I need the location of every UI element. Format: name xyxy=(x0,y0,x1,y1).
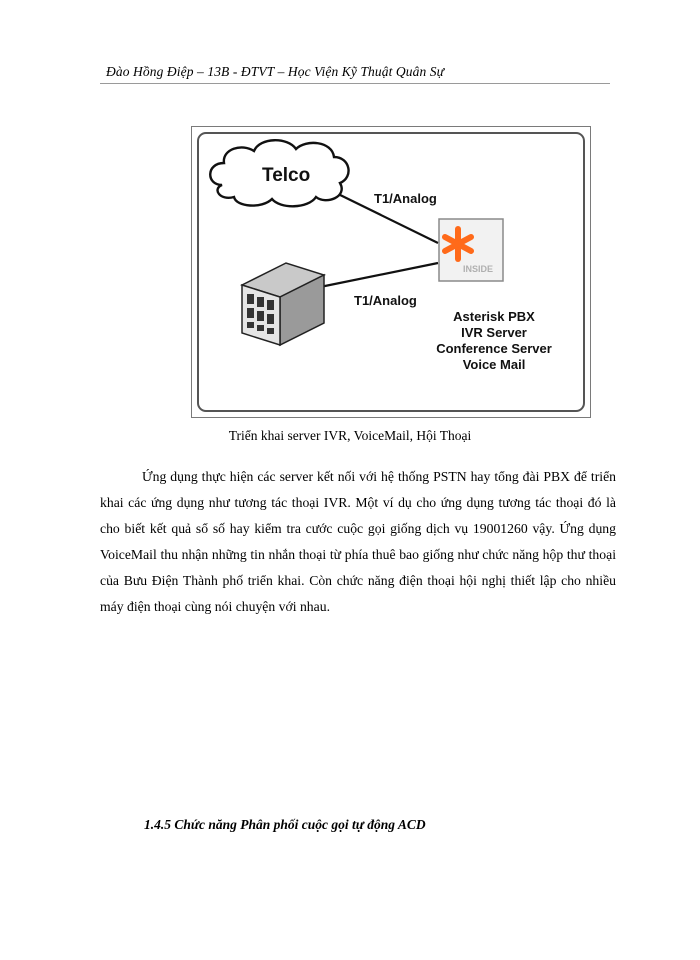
link-bottom-label: T1/Analog xyxy=(354,293,417,308)
link-top-label: T1/Analog xyxy=(374,191,437,206)
network-diagram xyxy=(191,126,591,418)
section-heading: 1.4.5 Chức năng Phân phối cuộc gọi tự động ACD xyxy=(144,817,426,832)
role-conference-server: Conference Server xyxy=(436,341,552,356)
page-header: Đào Hồng Điệp – 13B - ĐTVT – Học Viện Kỹ Thuật Quân Sự xyxy=(106,64,445,79)
role-ivr-server: IVR Server xyxy=(461,325,527,340)
header-divider xyxy=(100,83,610,84)
figure-caption: Triển khai server IVR, VoiceMail, Hội Thoại xyxy=(228,428,472,443)
telco-label: Telco xyxy=(262,165,311,186)
role-asterisk-pbx: Asterisk PBX xyxy=(453,309,535,324)
role-voice-mail: Voice Mail xyxy=(462,357,526,372)
badge-label: INSIDE xyxy=(462,264,494,274)
body-paragraph: Ứng dụng thực hiện các server kết nối với hệ thống PSTN hay tổng đài PBX để triển khai các ứng dụng như tương tác thoại IVR. Một ví dụ cho ứng dụng tương tác thoại đó là cho biết kết quả sổ số hay kiểm tra cước cuộc gọi giống dịch vụ 19001260 vậy. Ứng dụng VoiceMail thu nhận những tin nhắn thoại từ phía thuê bao giống như chức năng hộp thư thoại của Bưu Điện Thành phố triển khai. Còn chức năng điện thoại hội nghị thiết lập cho nhiều máy điện thoại cùng nói chuyện với nhau. xyxy=(100,469,616,614)
